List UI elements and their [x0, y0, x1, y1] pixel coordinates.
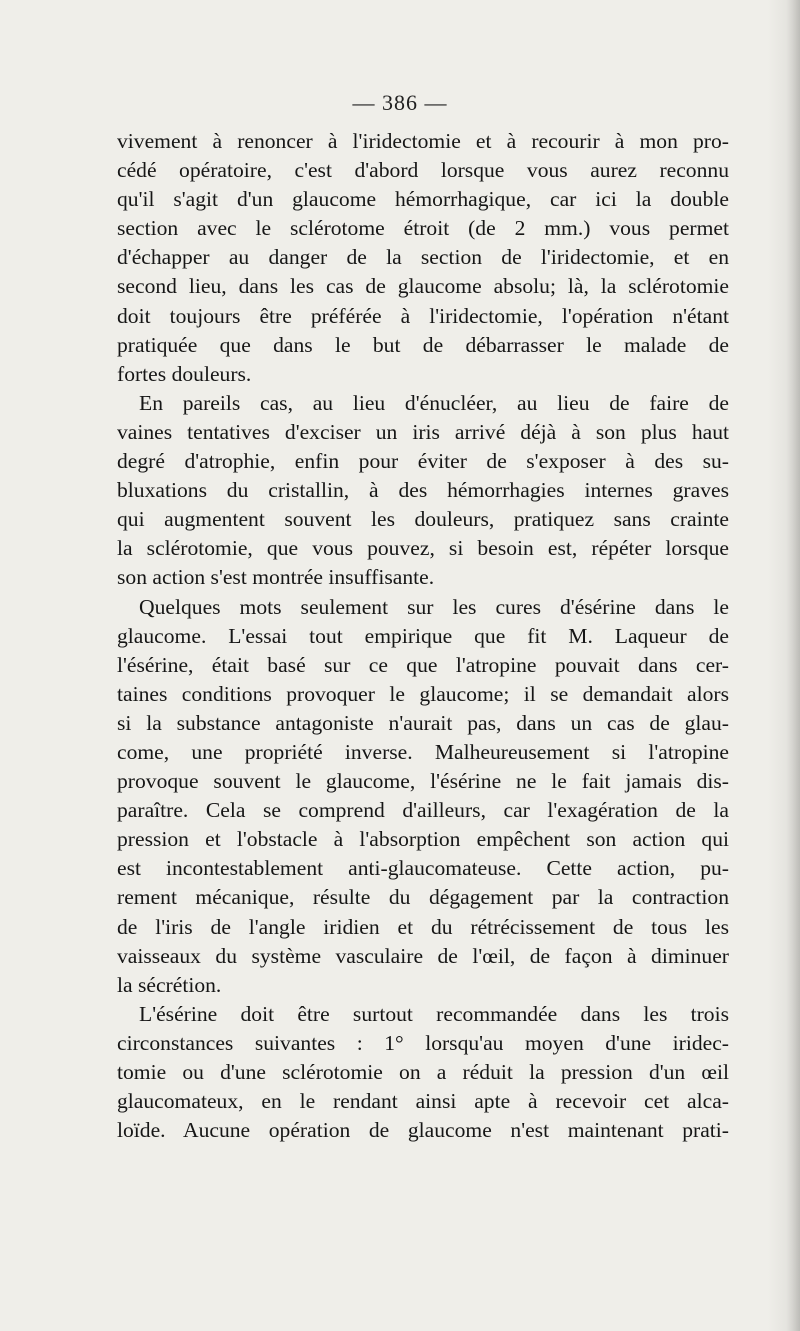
text-line: d'échapper au danger de la section de l'iridectomie, et en [117, 245, 729, 270]
text-line: doit toujours être préférée à l'iridectomie, l'opération n'étant [117, 303, 729, 328]
text-line: glaucome. L'essai tout empirique que fit M. Laqueur de [117, 623, 729, 648]
text-line: provoque souvent le glaucome, l'ésérine ne le fait jamais dis- [117, 769, 729, 794]
text-line: En pareils cas, au lieu d'énucléer, au lieu de faire de [139, 390, 729, 415]
text-line: second lieu, dans les cas de glaucome absolu; là, la sclérotomie [117, 274, 729, 299]
text-line: glaucomateux, en le rendant ainsi apte à recevoir cet alca- [117, 1089, 729, 1114]
text-line: pression et l'obstacle à l'absorption empêchent son action qui [117, 827, 729, 852]
text-line: qu'il s'agit d'un glaucome hémorrhagique, car ici la double [117, 187, 729, 212]
text-line: rement mécanique, résulte du dégagement par la contraction [117, 885, 729, 910]
text-line: la sclérotomie, que vous pouvez, si besoin est, répéter lorsque [117, 536, 729, 561]
body-text [117, 127, 729, 1145]
text-line: fortes douleurs. [117, 361, 252, 386]
text-line: section avec le sclérotome étroit (de 2 mm.) vous permet [117, 216, 729, 241]
text-line: l'ésérine, était basé sur ce que l'atropine pouvait dans cer- [117, 652, 729, 677]
text-line: vaisseaux du système vasculaire de l'œil, de façon à diminuer [117, 943, 729, 968]
page-edge-shadow [786, 0, 800, 1331]
text-line: si la substance antagoniste n'aurait pas, dans un cas de glau- [117, 710, 729, 735]
text-line: la sécrétion. [117, 972, 222, 997]
text-line: L'ésérine doit être surtout recommandée dans les trois [139, 1001, 729, 1026]
text-line: son action s'est montrée insuffisante. [117, 565, 435, 590]
text-line: est incontestablement anti-glaucomateuse. Cette action, pu- [117, 856, 729, 881]
text-line: come, une propriété inverse. Malheureusement si l'atropine [117, 739, 729, 764]
text-line: circonstances suivantes : 1° lorsqu'au moyen d'une iridec- [117, 1030, 729, 1055]
text-line: qui augmentent souvent les douleurs, pratiquez sans crainte [117, 507, 729, 532]
text-line: paraître. Cela se comprend d'ailleurs, car l'exagération de la [117, 798, 729, 823]
text-line: Quelques mots seulement sur les cures d'ésérine dans le [139, 594, 729, 619]
text-line: taines conditions provoquer le glaucome; il se demandait alors [117, 681, 729, 706]
page-number: — 386 — [352, 90, 448, 115]
text-line: loïde. Aucune opération de glaucome n'est maintenant prati- [117, 1118, 729, 1143]
text-line: pratiquée que dans le but de débarrasser le malade de [117, 332, 729, 357]
text-line: de l'iris de l'angle iridien et du rétrécissement de tous les [117, 914, 729, 939]
text-line: vaines tentatives d'exciser un iris arrivé déjà à son plus haut [117, 419, 729, 444]
text-line: vivement à renoncer à l'iridectomie et à recourir à mon pro- [117, 129, 729, 153]
text-line: degré d'atrophie, enfin pour éviter de s'exposer à des su- [117, 449, 729, 474]
text-line: tomie ou d'une sclérotomie on a réduit la pression d'un œil [117, 1060, 729, 1084]
text-line: cédé opératoire, c'est d'abord lorsque vous aurez reconnu [117, 158, 729, 183]
text-line: bluxations du cristallin, à des hémorrhagies internes graves [117, 478, 729, 503]
